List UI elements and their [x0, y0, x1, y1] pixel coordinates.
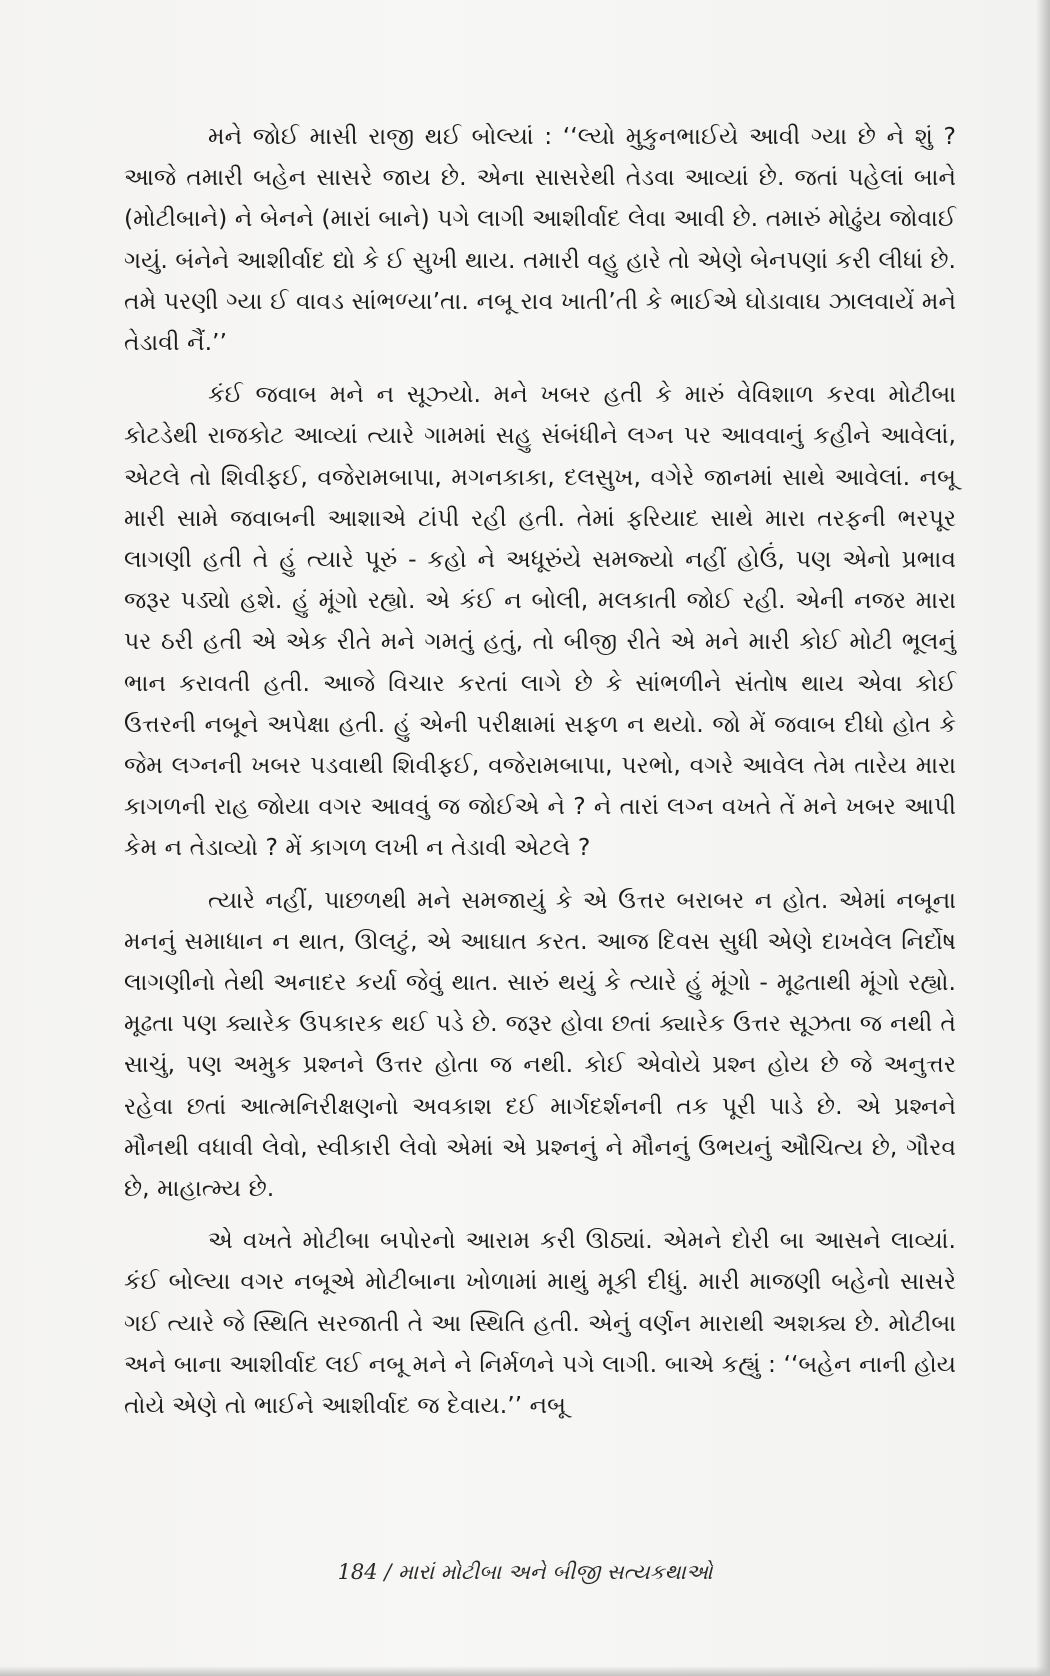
- page-bottom-shadow: [0, 1666, 1050, 1676]
- paragraph-1: મને જોઈ માસી રાજી થઈ બોલ્યાં : ‘‘લ્યો મુકુનભાઈયે આવી ગ્યા છે ને શું ? આજે તમારી બહેન સાસરે જાય છે. એના સાસરેથી તેડવા આવ્યાં છે. જતાં પહેલાં બાને (મોટીબાને) ને બેનને (મારાં બાને) પગે લાગી આશીર્વાદ લેવા આવી છે. તમારું મોઢુંય જોવાઈ ગયું. બંનેને આશીર્વાદ દ્યો કે ઈ સુખી થાય. તમારી વહુ હારે તો એણે બેનપણાં કરી લીધાં છે. તમે પરણી ગ્યા ઈ વાવડ સાંભળ્યા’તા. નબૂ રાવ ખાતી’તી કે ભાઈએ ઘોડાવાઘ ઝાલવાયેં મને તેડાવી નૈં.’’: [124, 122, 956, 357]
- footer-separator: /: [377, 1560, 399, 1584]
- page-edge-shadow: [1036, 0, 1050, 1676]
- page-footer: [0, 1560, 1050, 1585]
- paragraph-3: ત્યારે નહીં, પાછળથી મને સમજાયું કે એ ઉત્તર બરાબર ન હોત. એમાં નબૂના મનનું સમાધાન ન થાત, ઊલટું, એ આઘાત કરત. આજ દિવસ સુધી એણે દાખવેલ નિર્દોષ લાગણીનો તેથી અનાદર કર્યા જેવું થાત. સારું થયું કે ત્યારે હું મૂંગો - મૂઢતાથી મૂંગો રહ્યો. મૂઢતા પણ ક્યારેક ઉપકારક થઈ પડે છે. જરૂર હોવા છતાં ક્યારેક ઉત્તર સૂઝતા જ નથી તે સાચું, પણ અમુક પ્રશ્નને ઉત્તર હોતા જ નથી. કોઈ એવોયે પ્રશ્ન હોય છે જે અનુત્તર રહેવા છતાં આત્મનિરીક્ષણનો અવકાશ દઈ માર્ગદર્શનની તક પૂરી પાડે છે. એ પ્રશ્નને મૌનથી વધાવી લેવો, સ્વીકારી લેવો એમાં એ પ્રશ્નનું ને મૌનનું ઉભયનું ઔચિત્ય છે, ગૌરવ છે, માહાત્મ્ય છે.: [124, 885, 956, 1203]
- paragraph-4: એ વખતે મોટીબા બપોરનો આરામ કરી ઊઠ્યાં. એમને દોરી બા આસને લાવ્યાં. કંઈ બોલ્યા વગર નબૂએ મોટીબાના ખોળામાં માથું મૂકી દીધું. મારી માજણી બહેનો સાસરે ગઈ ત્યારે જે સ્થિતિ સરજાતી તે આ સ્થિતિ હતી. એનું વર્ણન મારાથી અશક્ય છે. મોટીબા અને બાના આશીર્વાદ લઈ નબૂ મને ને નિર્મળને પગે લાગી. બાએ કહ્યું : ‘‘બહેન નાની હોય તોયે એણે તો ભાઈને આશીર્વાદ જ દેવાય.’’ નબૂ: [124, 1226, 956, 1420]
- page-body-text: [124, 116, 956, 1437]
- paragraph-2: કંઈ જવાબ મને ન સૂઝ્યો. મને ખબર હતી કે મારું વેવિશાળ કરવા મોટીબા કોટડેથી રાજકોટ આવ્યાં ત્યારે ગામમાં સહુ સંબંધીને લગ્ન પર આવવાનું કહીને આવેલાં, એટલે તો શિવીફઈ, વજેરામબાપા, મગનકાકા, દલસુખ, વગેરે જાનમાં સાથે આવેલાં. નબૂ મારી સામે જવાબની આશાએ ટાંપી રહી હતી. તેમાં ફરિયાદ સાથે મારા તરફની ભરપૂર લાગણી હતી તે હું ત્યારે પૂરું - કહો ને અધૂરુંયે સમજ્યો નહીં હોઉં, પણ એનો પ્રભાવ જરૂર પડ્યો હશે. હું મૂંગો રહ્યો. એ કંઈ ન બોલી, મલકાતી જોઈ રહી. એની નજર મારા પર ઠરી હતી એ એક રીતે મને ગમતું હતું, તો બીજી રીતે એ મને મારી કોઈ મોટી ભૂલનું ભાન કરાવતી હતી. આજે વિચાર કરતાં લાગે છે કે સાંભળીને સંતોષ થાય એવા કોઈ ઉત્તરની નબૂને અપેક્ષા હતી. હું એની પરીક્ષામાં સફળ ન થયો. જો મેં જવાબ દીધો હોત કે જેમ લગ્નની ખબર પડવાથી શિવીફઈ, વજેરામબાપા, પરભો, વગરે આવેલ તેમ તારેય મારા કાગળની રાહ જોયા વગર આવવું જ જોઈએ ને ? ને તારાં લગ્ન વખતે તેં મને ખબર આપી કેમ ન તેડાવ્યો ? મેં કાગળ લખી ન તેડાવી એટલે ?: [124, 380, 956, 862]
- book-title: મારાં મોટીબા અને બીજી સત્યકથાઓ: [398, 1560, 713, 1584]
- page-number: 184: [337, 1560, 378, 1584]
